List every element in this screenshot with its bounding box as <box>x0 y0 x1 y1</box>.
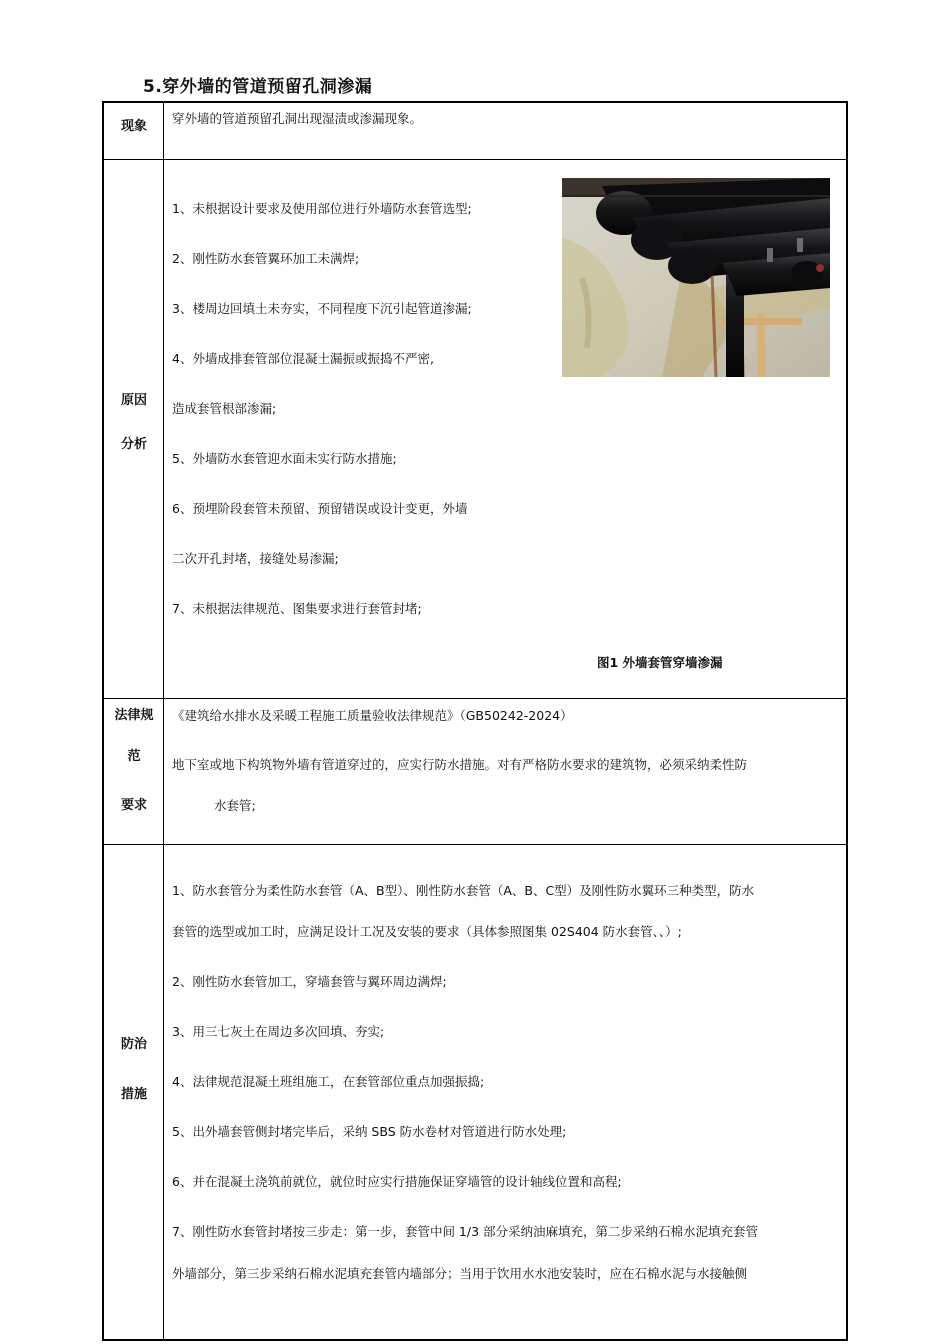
prevention-line: 3、用三七灰土在周边多次回填、夯实; <box>172 1024 385 1039</box>
row-label-cell <box>104 844 164 1339</box>
row-prevention <box>104 844 846 1339</box>
row-cause <box>104 159 846 699</box>
row-label-cell <box>104 698 164 844</box>
prevention-line: 7、刚性防水套管封堵按三步走：第一步，套管中间 1/3 部分采纳油麻填充，第二步采纳石棉水泥填充套管 <box>172 1224 759 1239</box>
cause-item: 1、未根据设计要求及使用部位进行外墙防水套管选型; <box>172 201 472 216</box>
row-content-cell <box>164 698 846 844</box>
prevention-line: 4、法律规范混凝土班组施工，在套管部位重点加强振捣; <box>172 1074 485 1089</box>
cause-item: 3、楼周边回填土未夯实，不同程度下沉引起管道渗漏; <box>172 301 472 316</box>
prevention-line: 1、防水套管分为柔性防水套管（A、B型）、刚性防水套管（A、B、C型）及刚性防水翼环三种类型，防水 <box>172 883 755 898</box>
cause-item: 6、预埋阶段套管未预留、预留错误或设计变更，外墙 <box>172 501 468 516</box>
defect-table <box>102 101 848 1341</box>
row-label-cell <box>104 103 164 159</box>
row-label-line: 法律规 <box>114 708 154 723</box>
row-label-line: 原因 <box>120 393 147 408</box>
row-label-line: 范 <box>127 749 141 764</box>
regulation-line: 地下室或地下构筑物外墙有管道穿过的，应实行防水措施。对有严格防水要求的建筑物，必须采纳柔性防 <box>172 757 748 772</box>
row-phenomenon <box>104 103 846 160</box>
cause-item: 造成套管根部渗漏; <box>172 401 277 416</box>
regulation-line: 《建筑给水排水及采暖工程施工质量验收法律规范》（GB50242-2024） <box>172 708 573 723</box>
pipe-leak-photo <box>562 178 830 377</box>
row-content-cell <box>164 103 846 159</box>
row-label: 现象 <box>120 119 147 134</box>
prevention-line: 外墙部分，第三步采纳石棉水泥填充套管内墙部分；当用于饮用水水池安装时，应在石棉水泥与水接触侧 <box>172 1266 748 1281</box>
cause-item: 2、刚性防水套管翼环加工未满焊; <box>172 251 360 266</box>
row-label-line: 要求 <box>120 798 147 813</box>
cause-item: 7、未根据法律规范、图集要求进行套管封堵; <box>172 601 422 616</box>
phenomenon-text: 穿外墙的管道预留孔洞出现湿渍或渗漏现象。 <box>172 111 423 126</box>
cause-item: 二次开孔封堵，接缝处易渗漏; <box>172 551 339 566</box>
row-content-cell <box>164 159 846 698</box>
figure-caption: 图1 外墙套管穿墙渗漏 <box>597 655 723 670</box>
row-label-line: 措施 <box>120 1087 147 1102</box>
row-content-cell <box>164 844 846 1339</box>
row-label-line: 分析 <box>120 437 147 452</box>
prevention-line: 套管的选型或加工时，应满足设计工况及安装的要求（具体参照图集 02S404 防水套管、、）; <box>172 924 682 939</box>
row-label-cell <box>104 159 164 698</box>
cause-item: 5、外墙防水套管迎水面未实行防水措施; <box>172 451 397 466</box>
cause-item: 4、外墙成排套管部位混凝土漏振或振捣不严密, <box>172 351 434 366</box>
section-heading: 5.穿外墙的管道预留孔洞渗漏 <box>143 77 373 97</box>
prevention-line: 5、出外墙套管侧封堵完毕后，采纳 SBS 防水卷材对管道进行防水处理; <box>172 1124 567 1139</box>
row-label-line: 防治 <box>120 1037 147 1052</box>
prevention-line: 6、并在混凝土浇筑前就位，就位时应实行措施保证穿墙管的设计轴线位置和高程; <box>172 1174 622 1189</box>
prevention-line: 2、刚性防水套管加工，穿墙套管与翼环周边满焊; <box>172 974 447 989</box>
row-regulation <box>104 698 846 845</box>
regulation-line: 水套管; <box>214 798 256 813</box>
